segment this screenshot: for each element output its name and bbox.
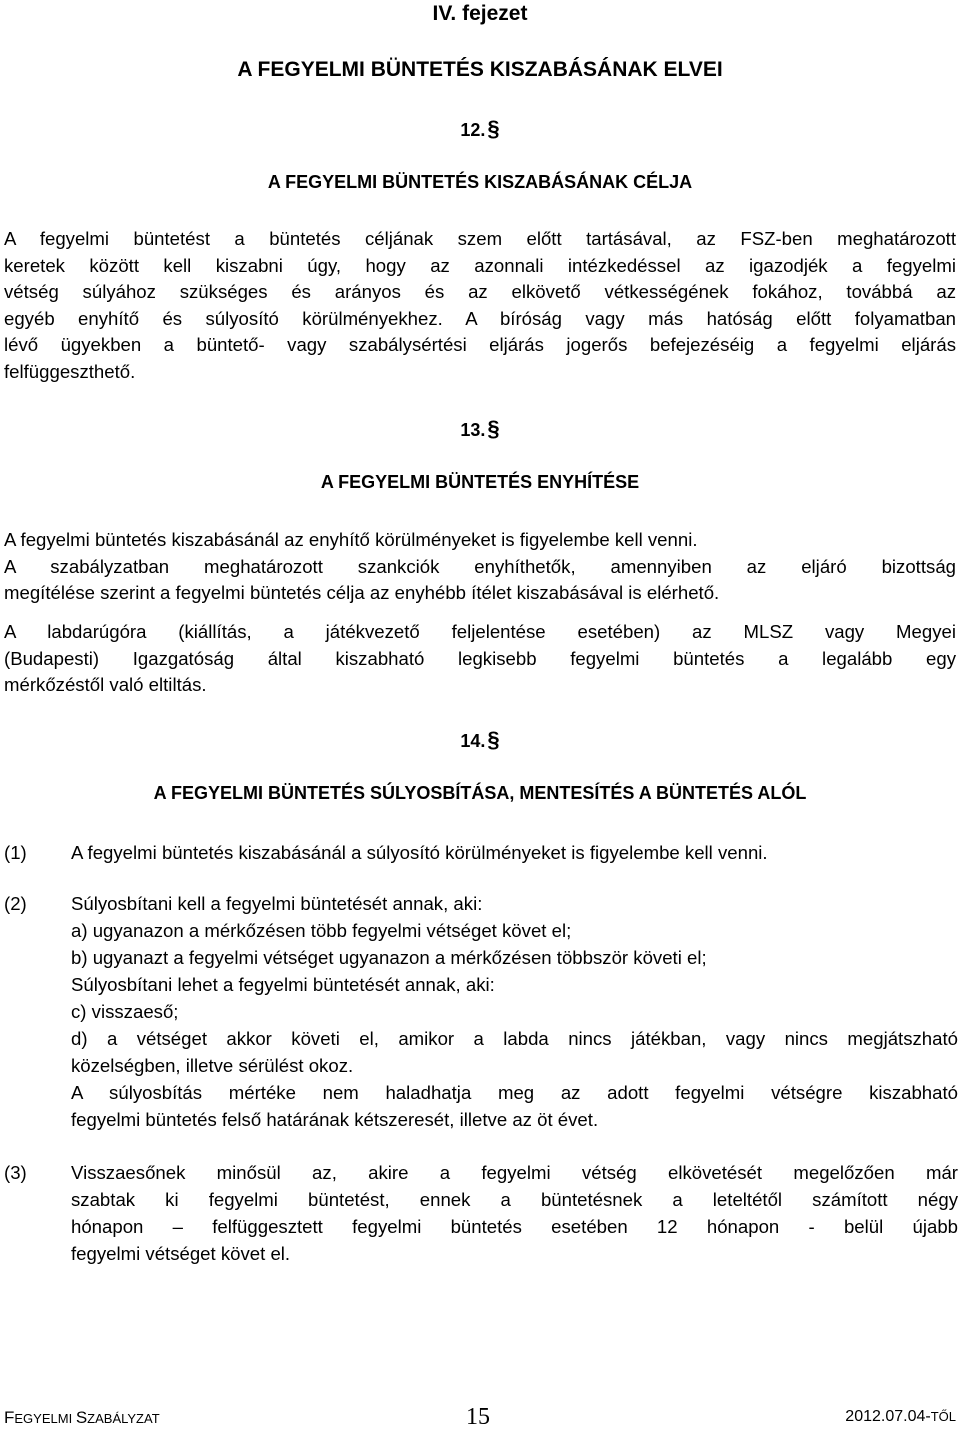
footer-page-number: 15: [466, 1404, 490, 1430]
section-13-paragraph-1: A fegyelmi büntetés kiszabásánál az enyhítő körülményeket is figyelembe kell venni. A szabályzatban meghatározott szankciók enyhíthetők, amennyiben az eljáró bizottság megítélése szerint a fegyelmi büntetés célja az enyhébb ítélet kiszabásával is elérhető.: [4, 529, 956, 603]
paragraph-sign-icon: §: [487, 727, 500, 752]
item-number: (1): [4, 842, 27, 863]
footer-document-title: FEGYELMI SZABÁLYZAT: [4, 1408, 160, 1427]
section-13-title: A FEGYELMI BÜNTETÉS ENYHÍTÉSE: [320, 472, 640, 492]
section-13-number: 13.§: [460, 416, 500, 441]
item-1-text: A fegyelmi büntetés kiszabásánál a súlyosító körülményeket is figyelembe kell venni.: [71, 842, 768, 863]
item-2-text: Súlyosbítani kell a fegyelmi büntetését annak, aki: a) ugyanazon a mérkőzésen több fegyelmi vétséget követ el; b) ugyanazt a fegyelmi vétséget ugyanazon a mérkőzésen többször követi el; Súlyosbítani lehet a fegyelmi büntetését annak, aki: c) visszaeső; d) a vétséget akkor követi el, amikor a labda nincs játékban, vagy nincs megjátszható közelségben, illetve sérülést okoz. A súlyosbítás mértéke nem haladhatja meg az adott fegyelmi vétségre kiszabható fegyelmi büntetés felső határának kétszeresét, illetve az öt évet.: [71, 893, 958, 1130]
chapter-heading: IV. fejezet: [432, 2, 528, 25]
footer-effective-date: 2012.07.04-TŐL: [845, 1408, 956, 1425]
item-number: (3): [4, 1162, 27, 1183]
section-13-paragraph-2: A labdarúgóra (kiállítás, a játékvezető feljelentése esetében) az MLSZ vagy Megyei (Budapesti) Igazgatóság által kiszabható legkisebb fegyelmi büntetés a legalább egy mérkőzéstől való eltiltás.: [4, 621, 956, 695]
section-12-title: A FEGYELMI BÜNTETÉS KISZABÁSÁNAK CÉLJA: [267, 172, 693, 192]
section-12-number: 12.§: [460, 116, 500, 141]
section-14-number: 14.§: [460, 727, 500, 752]
paragraph-sign-icon: §: [487, 416, 500, 441]
chapter-title: A FEGYELMI BÜNTETÉS KISZABÁSÁNAK ELVEI: [237, 58, 723, 81]
item-number: (2): [4, 893, 27, 914]
item-3-text: Visszaesőnek minősül az, akire a fegyelmi vétség elkövetését megelőzően már szabtak ki fegyelmi büntetést, ennek a büntetésnek a leteltétől számított négy hónapon – felfüggesztett fegyelmi büntetés esetében 12 hónapon - belül újabb fegyelmi vétséget követ el.: [71, 1162, 958, 1264]
section-14-title: A FEGYELMI BÜNTETÉS SÚLYOSBÍTÁSA, MENTESÍTÉS A BÜNTETÉS ALÓL: [153, 783, 807, 803]
section-12-paragraph: A fegyelmi büntetést a büntetés céljának szem előtt tartásával, az FSZ-ben meghatározott keretek között kell kiszabni úgy, hogy az azonnali intézkedéssel az igazodjék a fegyelmi vétség súlyához szükséges és arányos és az elkövető vétkességének fokához, továbbá az egyéb enyhítő és súlyosító körülményekhez. A bíróság vagy más hatóság előtt folyamatban lévő ügyekben a büntető- vagy szabálysértési eljárás jogerős befejezéséig a fegyelmi eljárás felfüggeszthető.: [4, 228, 956, 382]
paragraph-sign-icon: §: [487, 116, 500, 141]
